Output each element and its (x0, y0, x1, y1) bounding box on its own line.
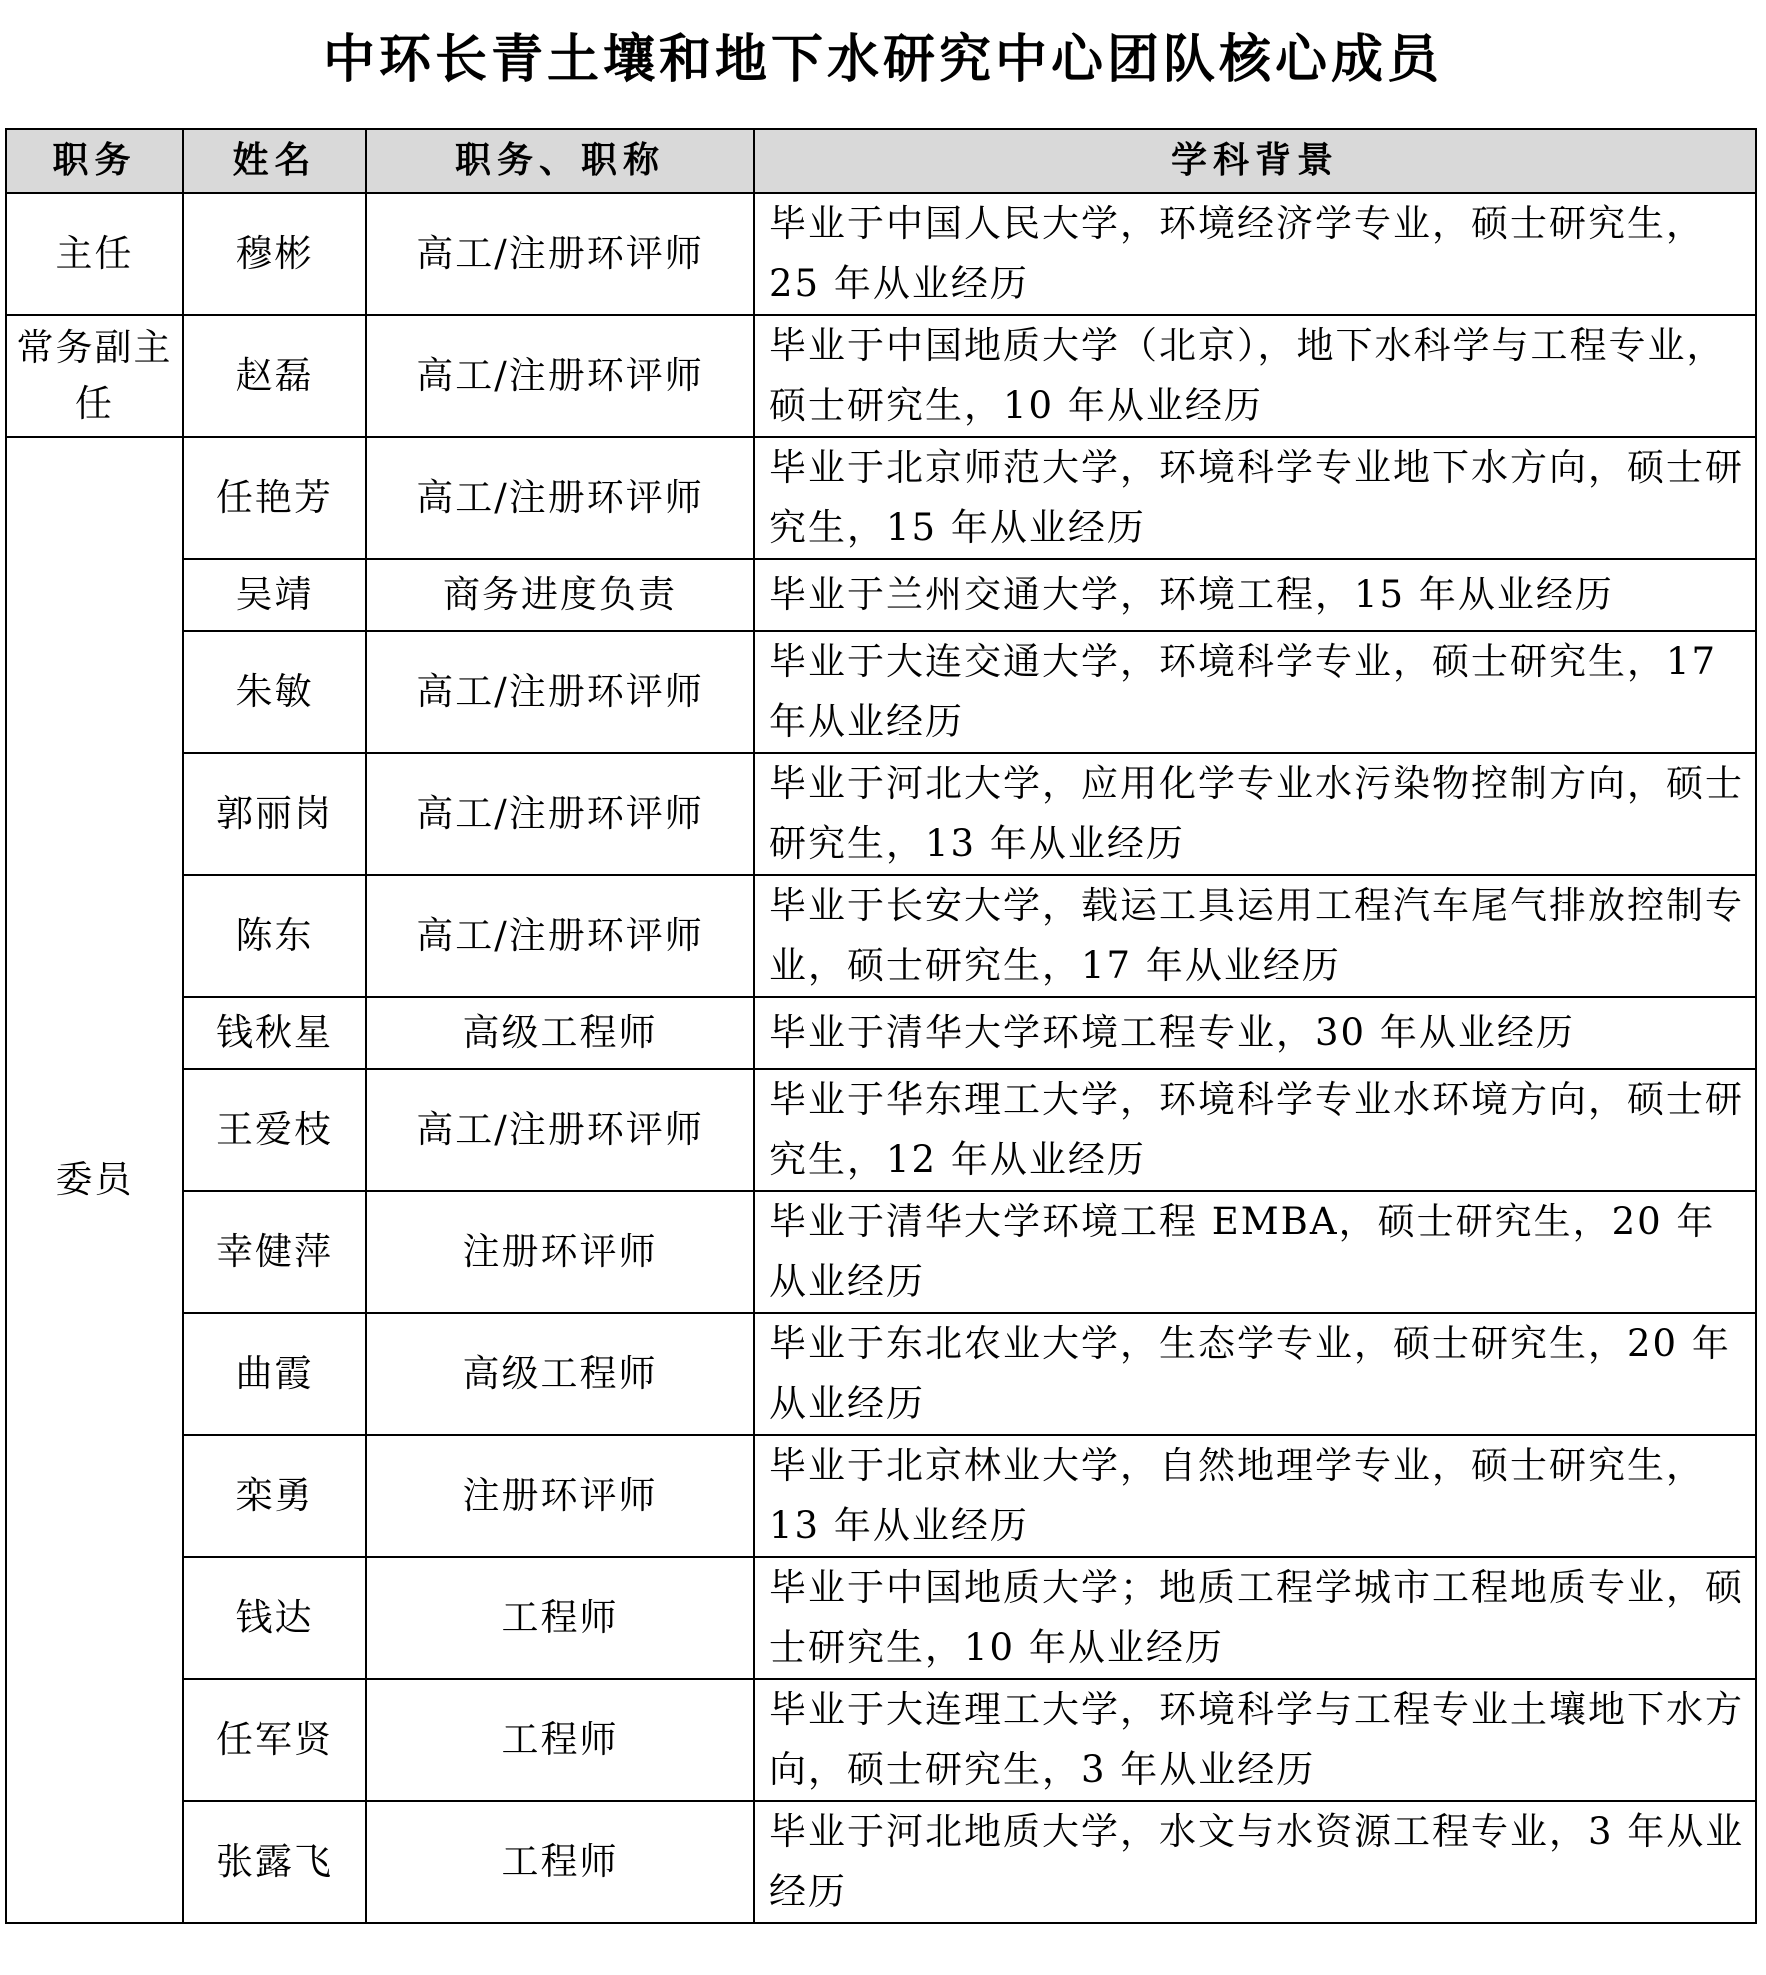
header-role: 职务 (6, 129, 183, 193)
name-cell: 郭丽岗 (183, 753, 366, 875)
background-cell: 毕业于北京林业大学，自然地理学专业，硕士研究生，13 年从业经历 (754, 1435, 1756, 1557)
background-cell: 毕业于河北地质大学，水文与水资源工程专业，3 年从业经历 (754, 1801, 1756, 1923)
table-row (6, 559, 1756, 631)
background-cell: 毕业于中国地质大学（北京），地下水科学与工程专业，硕士研究生，10 年从业经历 (754, 315, 1756, 437)
name-cell: 赵磊 (183, 315, 366, 437)
table-row (6, 315, 1756, 437)
table-row (6, 1069, 1756, 1191)
role-cell: 常务副主任 (6, 315, 183, 437)
background-cell: 毕业于中国人民大学，环境经济学专业，硕士研究生，25 年从业经历 (754, 193, 1756, 315)
header-name: 姓名 (183, 129, 366, 193)
background-cell: 毕业于中国地质大学；地质工程学城市工程地质专业，硕士研究生，10 年从业经历 (754, 1557, 1756, 1679)
title-cell: 注册环评师 (366, 1191, 754, 1313)
table-row (6, 1191, 1756, 1313)
background-cell: 毕业于长安大学，载运工具运用工程汽车尾气排放控制专业，硕士研究生，17 年从业经历 (754, 875, 1756, 997)
name-cell: 张露飞 (183, 1801, 366, 1923)
name-cell: 幸健萍 (183, 1191, 366, 1313)
name-cell: 王爱枝 (183, 1069, 366, 1191)
table-row (6, 753, 1756, 875)
background-cell: 毕业于清华大学环境工程专业，30 年从业经历 (754, 997, 1756, 1069)
name-cell: 钱达 (183, 1557, 366, 1679)
name-cell: 曲霞 (183, 1313, 366, 1435)
title-cell: 注册环评师 (366, 1435, 754, 1557)
title-cell: 高级工程师 (366, 1313, 754, 1435)
background-cell: 毕业于北京师范大学，环境科学专业地下水方向，硕士研究生，15 年从业经历 (754, 437, 1756, 559)
title-cell: 高级工程师 (366, 997, 754, 1069)
background-cell: 毕业于东北农业大学，生态学专业，硕士研究生，20 年从业经历 (754, 1313, 1756, 1435)
role-cell: 主任 (6, 193, 183, 315)
background-cell: 毕业于兰州交通大学，环境工程，15 年从业经历 (754, 559, 1756, 631)
title-cell: 工程师 (366, 1557, 754, 1679)
title-cell: 工程师 (366, 1801, 754, 1923)
name-cell: 钱秋星 (183, 997, 366, 1069)
background-cell: 毕业于河北大学，应用化学专业水污染物控制方向，硕士研究生，13 年从业经历 (754, 753, 1756, 875)
title-cell: 高工/注册环评师 (366, 315, 754, 437)
name-cell: 任艳芳 (183, 437, 366, 559)
table-row (6, 875, 1756, 997)
table-header-row (6, 129, 1756, 193)
title-cell: 高工/注册环评师 (366, 631, 754, 753)
table-row (6, 1679, 1756, 1801)
table-row (6, 437, 1756, 559)
table-row (6, 1801, 1756, 1923)
title-cell: 高工/注册环评师 (366, 1069, 754, 1191)
title-cell: 商务进度负责 (366, 559, 754, 631)
name-cell: 任军贤 (183, 1679, 366, 1801)
background-cell: 毕业于清华大学环境工程 EMBA，硕士研究生，20 年从业经历 (754, 1191, 1756, 1313)
header-background: 学科背景 (754, 129, 1756, 193)
page-title: 中环长青土壤和地下水研究中心团队核心成员 (322, 30, 1443, 90)
title-cell: 高工/注册环评师 (366, 875, 754, 997)
members-table (5, 128, 1757, 1924)
table-row (6, 1557, 1756, 1679)
name-cell: 陈东 (183, 875, 366, 997)
title-cell: 高工/注册环评师 (366, 437, 754, 559)
header-title: 职务、职称 (366, 129, 754, 193)
name-cell: 栾勇 (183, 1435, 366, 1557)
table-row (6, 193, 1756, 315)
title-cell: 高工/注册环评师 (366, 753, 754, 875)
role-cell: 委员 (6, 437, 183, 1923)
title-cell: 工程师 (366, 1679, 754, 1801)
title-cell: 高工/注册环评师 (366, 193, 754, 315)
background-cell: 毕业于大连理工大学，环境科学与工程专业土壤地下水方向，硕士研究生，3 年从业经历 (754, 1679, 1756, 1801)
table-row (6, 631, 1756, 753)
table-row (6, 1313, 1756, 1435)
name-cell: 穆彬 (183, 193, 366, 315)
background-cell: 毕业于华东理工大学，环境科学专业水环境方向，硕士研究生，12 年从业经历 (754, 1069, 1756, 1191)
background-cell: 毕业于大连交通大学，环境科学专业，硕士研究生，17 年从业经历 (754, 631, 1756, 753)
table-row (6, 1435, 1756, 1557)
table-row (6, 997, 1756, 1069)
name-cell: 吴靖 (183, 559, 366, 631)
name-cell: 朱敏 (183, 631, 366, 753)
